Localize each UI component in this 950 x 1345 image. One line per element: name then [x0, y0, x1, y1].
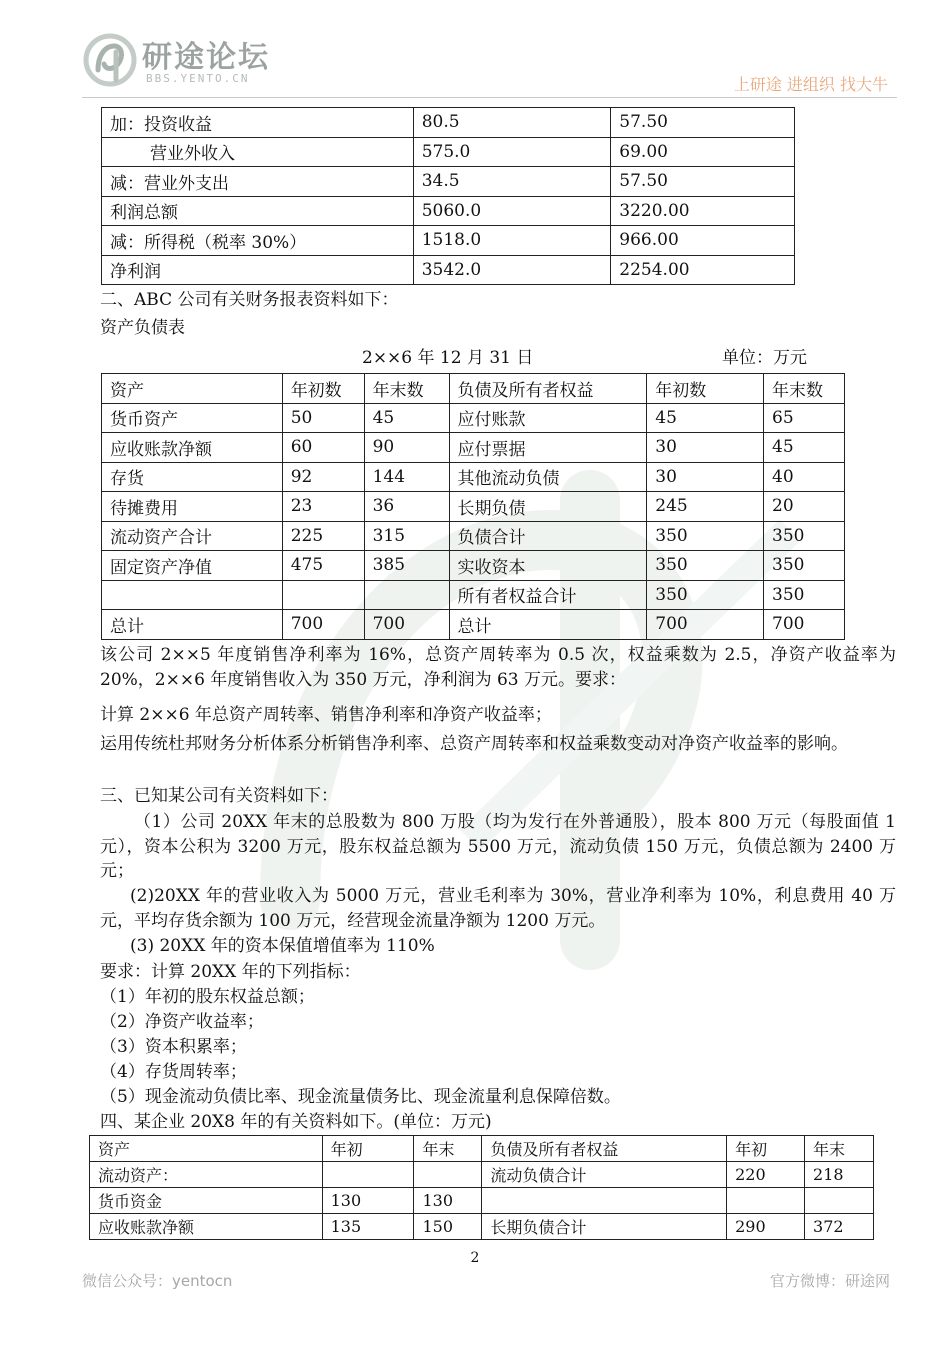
table-cell: 350	[764, 580, 845, 610]
table-row	[90, 1162, 874, 1188]
table-row	[102, 403, 845, 433]
header-slogan: 上研途 进组织 找大牛	[733, 75, 888, 94]
column-header: 负债及所有者权益	[449, 374, 647, 404]
table-cell: 其他流动负债	[449, 462, 647, 492]
table-cell: 130	[322, 1188, 414, 1214]
table-cell: 45	[647, 403, 764, 433]
table-cell: 92	[282, 462, 364, 492]
site-logo	[80, 30, 340, 92]
table-cell: 80.5	[413, 108, 611, 138]
footer-wechat: 微信公众号：yentocn	[82, 1272, 233, 1290]
column-header: 年初数	[647, 374, 764, 404]
logo-text: 研途论坛	[142, 40, 270, 75]
table-row	[102, 167, 795, 197]
table-cell: 700	[364, 610, 449, 640]
column-header: 资产	[90, 1136, 323, 1162]
table-row	[102, 492, 845, 522]
table-cell	[482, 1188, 727, 1214]
table-cell: 货币资金	[90, 1188, 323, 1214]
table-unit: 单位：万元	[722, 348, 807, 368]
table-cell: 245	[647, 492, 764, 522]
column-header: 年末	[805, 1136, 874, 1162]
requirement-item: （1）年初的股东权益总额；	[100, 987, 315, 1007]
table-cell: 350	[647, 521, 764, 551]
table-cell: 385	[364, 551, 449, 581]
balance-sheet-table	[101, 373, 845, 640]
table-cell: 700	[647, 610, 764, 640]
table-cell: 372	[805, 1214, 874, 1240]
table-cell: 290	[727, 1214, 805, 1240]
table-cell: 45	[764, 433, 845, 463]
table-row	[102, 521, 845, 551]
table-cell: 350	[647, 551, 764, 581]
column-header: 年初数	[282, 374, 364, 404]
requirement-item: （5）现金流动负债比率、现金流量债务比、现金流量利息保障倍数。	[100, 1087, 621, 1107]
requirement-heading: 要求：计算 20XX 年的下列指标：	[100, 962, 361, 982]
table-title: 资产负债表	[100, 318, 185, 338]
table-cell: 固定资产净值	[102, 551, 283, 581]
table-cell: 净利润	[102, 255, 414, 285]
table-cell: 65	[764, 403, 845, 433]
table-cell: 减：营业外支出	[102, 167, 414, 197]
table-cell: 5060.0	[413, 196, 611, 226]
table-cell	[805, 1188, 874, 1214]
table-cell: 减：所得税（税率 30%）	[102, 226, 414, 256]
table-cell: 130	[414, 1188, 482, 1214]
table-cell: 60	[282, 433, 364, 463]
column-header: 负债及所有者权益	[482, 1136, 727, 1162]
table-row	[102, 580, 845, 610]
table-row	[102, 551, 845, 581]
section-heading: 二、ABC 公司有关财务报表资料如下：	[100, 290, 399, 310]
table-row	[90, 1188, 874, 1214]
requirement-item: 运用传统杜邦财务分析体系分析销售净利率、总资产周转率和权益乘数变动对净资产收益率的影响。	[100, 734, 848, 754]
table-cell: 应付账款	[449, 403, 647, 433]
table-cell: 700	[764, 610, 845, 640]
footer-weibo: 官方微博：研途网	[769, 1272, 890, 1290]
table-row	[102, 610, 845, 640]
income-statement-table	[101, 107, 795, 285]
table-cell: 负债合计	[449, 521, 647, 551]
table-cell: 40	[764, 462, 845, 492]
table-cell	[102, 580, 283, 610]
table-cell: 应收账款净额	[102, 433, 283, 463]
table-cell: 90	[364, 433, 449, 463]
table-cell: 350	[764, 521, 845, 551]
table-cell: 135	[322, 1214, 414, 1240]
table-cell: 流动负债合计	[482, 1162, 727, 1188]
table-cell: 3220.00	[611, 196, 795, 226]
table-date: 2××6 年 12 月 31 日	[362, 348, 534, 368]
table-cell: 流动资产合计	[102, 521, 283, 551]
table-row	[102, 108, 795, 138]
table-cell: 23	[282, 492, 364, 522]
table-cell	[364, 580, 449, 610]
table-cell	[414, 1162, 482, 1188]
table-cell: 存货	[102, 462, 283, 492]
column-header: 年初	[322, 1136, 414, 1162]
table-cell	[727, 1188, 805, 1214]
table-cell: 3542.0	[413, 255, 611, 285]
table-cell: 218	[805, 1162, 874, 1188]
table-row	[102, 462, 845, 492]
table-cell: 实收资本	[449, 551, 647, 581]
table-cell: 475	[282, 551, 364, 581]
table-cell: 150	[414, 1214, 482, 1240]
requirement-item: （3）资本积累率；	[100, 1037, 247, 1057]
header-divider	[82, 97, 897, 98]
table-row	[90, 1214, 874, 1240]
table-cell	[282, 580, 364, 610]
table-cell: 966.00	[611, 226, 795, 256]
question-paragraph: 该公司 2××5 年度销售净利率为 16%，总资产周转率为 0.5 次，权益乘数为 2.5，净资产收益率为 20%，2××6 年度销售收入为 350 万元，净利润为 63 万元。要求：	[100, 645, 896, 690]
table-cell: 57.50	[611, 167, 795, 197]
table-cell: 利润总额	[102, 196, 414, 226]
table-cell: 34.5	[413, 167, 611, 197]
table-cell: 36	[364, 492, 449, 522]
table-cell: 225	[282, 521, 364, 551]
table-cell: 50	[282, 403, 364, 433]
table-row	[102, 137, 795, 167]
yento-logo-icon	[80, 30, 142, 90]
table-cell: 144	[364, 462, 449, 492]
section-heading: 四、某企业 20X8 年的有关资料如下。(单位：万元)	[100, 1112, 492, 1132]
table-cell: 应收账款净额	[90, 1214, 323, 1240]
given-item: （1）公司 20XX 年末的总股数为 800 万股（均为发行在外普通股），股本 800 万元（每股面值 1 元），资本公积为 3200 万元，股东权益总额为 5500 万元，流动负债 150 万元，负债总额为 2400 万元；	[100, 812, 896, 881]
table-cell: 总计	[449, 610, 647, 640]
table-cell: 57.50	[611, 108, 795, 138]
table-cell: 总计	[102, 610, 283, 640]
table-cell	[322, 1162, 414, 1188]
table-cell: 所有者权益合计	[449, 580, 647, 610]
column-header: 年末数	[364, 374, 449, 404]
requirement-item: 计算 2××6 年总资产周转率、销售净利率和净资产收益率；	[100, 705, 552, 725]
table-cell: 应付票据	[449, 433, 647, 463]
column-header: 年初	[727, 1136, 805, 1162]
table-cell: 30	[647, 433, 764, 463]
column-header: 年末数	[764, 374, 845, 404]
section-heading: 三、已知某公司有关资料如下：	[100, 786, 338, 806]
table-cell: 流动资产：	[90, 1162, 323, 1188]
table-cell: 2254.00	[611, 255, 795, 285]
table-cell: 700	[282, 610, 364, 640]
table-row	[102, 226, 795, 256]
table-header-row	[90, 1136, 874, 1162]
requirement-item: （2）净资产收益率；	[100, 1012, 264, 1032]
table-cell: 350	[764, 551, 845, 581]
table-cell: 加：投资收益	[102, 108, 414, 138]
requirement-item: （4）存货周转率；	[100, 1062, 247, 1082]
table-cell: 220	[727, 1162, 805, 1188]
given-item: (3) 20XX 年的资本保值增值率为 110%	[130, 936, 435, 956]
logo-subtitle: BBS.YENTO.CN	[146, 72, 250, 85]
column-header: 年末	[414, 1136, 482, 1162]
table-cell: 575.0	[413, 137, 611, 167]
table-cell: 20	[764, 492, 845, 522]
table-header-row	[102, 374, 845, 404]
table-cell: 待摊费用	[102, 492, 283, 522]
table-cell: 货币资产	[102, 403, 283, 433]
table-cell: 长期负债合计	[482, 1214, 727, 1240]
asset-liability-table	[89, 1135, 874, 1240]
table-cell: 45	[364, 403, 449, 433]
table-cell: 315	[364, 521, 449, 551]
column-header: 资产	[102, 374, 283, 404]
table-row	[102, 255, 795, 285]
table-row	[102, 196, 795, 226]
table-cell: 长期负债	[449, 492, 647, 522]
table-cell: 30	[647, 462, 764, 492]
table-row	[102, 433, 845, 463]
given-item: (2)20XX 年的营业收入为 5000 万元，营业毛利率为 30%，营业净利率为 10%，利息费用 40 万元，平均存货余额为 100 万元，经营现金流量净额为 1200 万元。	[100, 886, 896, 931]
table-cell: 350	[647, 580, 764, 610]
table-cell: 营业外收入	[102, 137, 414, 167]
page-number: 2	[470, 1250, 480, 1266]
table-cell: 1518.0	[413, 226, 611, 256]
table-cell: 69.00	[611, 137, 795, 167]
